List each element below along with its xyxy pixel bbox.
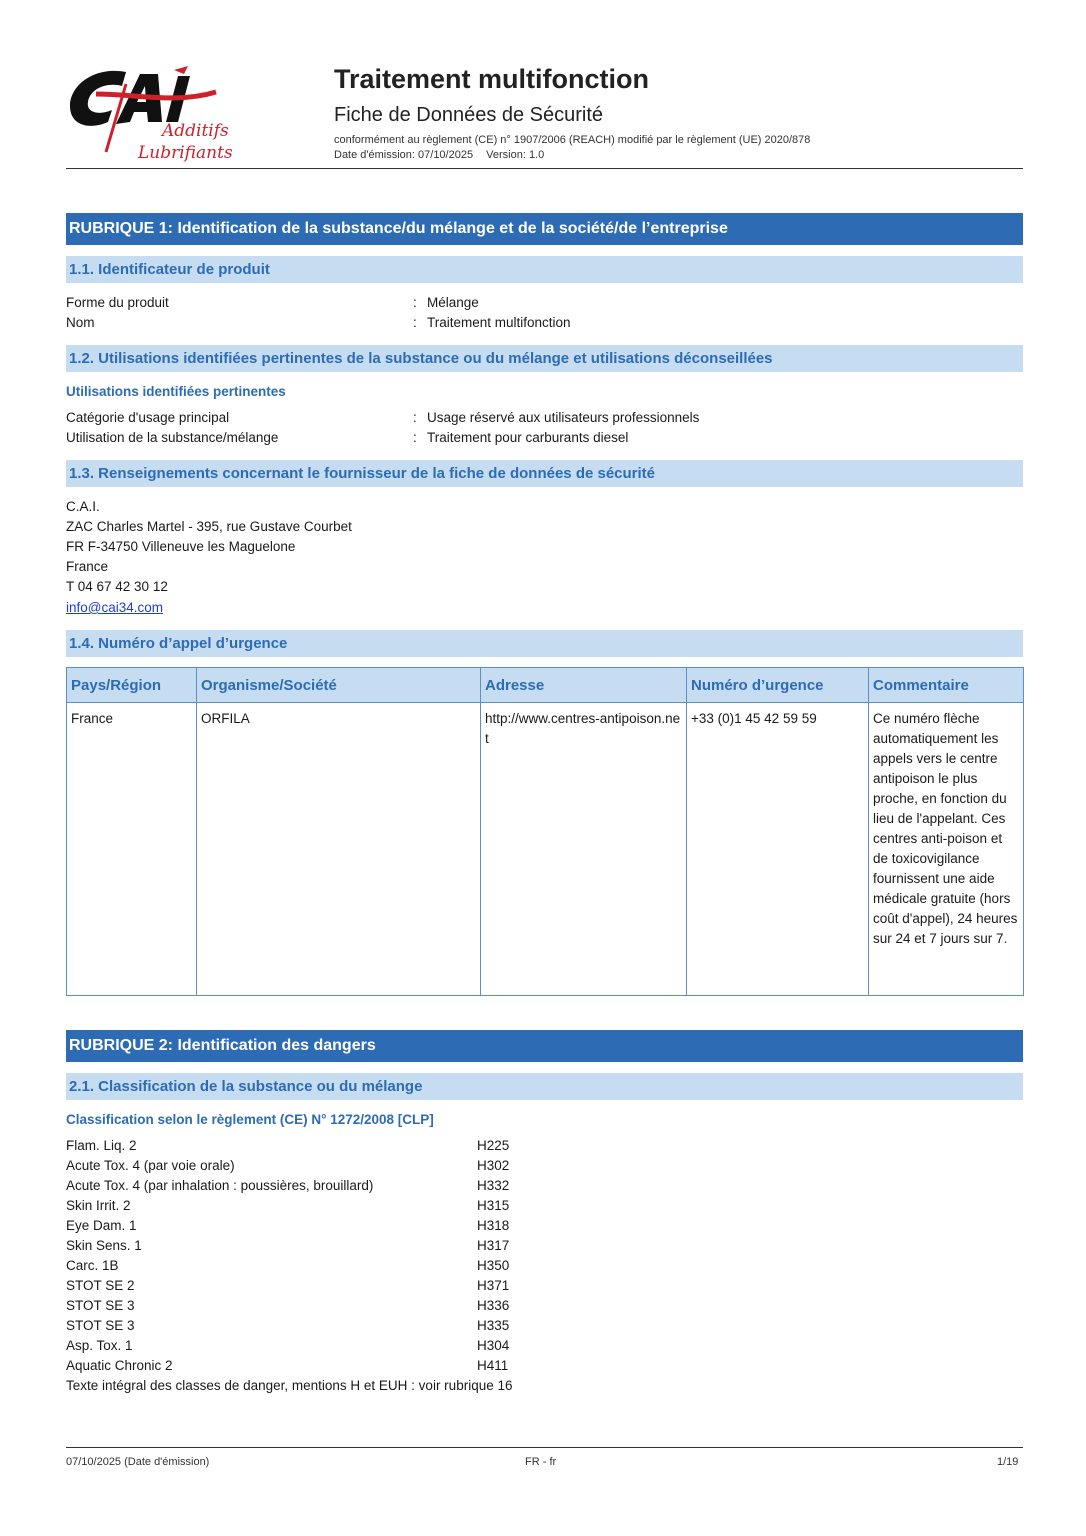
- class-code: H336: [477, 1298, 510, 1313]
- regulation-note: conformément au règlement (CE) n° 1907/2006 (REACH) modifié par le règlement (UE) 2020/878: [334, 134, 811, 146]
- field-label: Catégorie d'usage principal: [66, 410, 230, 425]
- subsection-heading: Classification selon le règlement (CE) N° 1272/2008 [CLP]: [66, 1112, 434, 1127]
- table-header-row: [67, 668, 1024, 703]
- class-code: H318: [477, 1218, 510, 1233]
- issue-date: Date d'émission: 07/10/2025: [334, 149, 474, 161]
- colon: :: [413, 430, 417, 445]
- supplier-line: FR F-34750 Villeneuve les Maguelone: [66, 539, 296, 554]
- subsection-heading: Utilisations identifiées pertinentes: [66, 384, 286, 399]
- field-value: Traitement pour carburants diesel: [427, 430, 629, 445]
- cell-comment: Ce numéro flèche automatiquement les appels vers le centre antipoison le plus proche, en fonction du lieu de l'appelant. Ces centres anti-poison et de toxicovigilance fournissent une aide médicale gratuite (hors coût d'appel), 24 heures sur 24 et 7 jours sur 7.: [869, 703, 1024, 996]
- class-name: Eye Dam. 1: [66, 1218, 137, 1233]
- class-code: H302: [477, 1158, 510, 1173]
- class-code: H332: [477, 1178, 510, 1193]
- class-name: Flam. Liq. 2: [66, 1138, 137, 1153]
- rubrique-1-header: RUBRIQUE 1: Identification de la substance/du mélange et de la société/de l’entreprise: [66, 213, 1023, 245]
- section-1-1-header: 1.1. Identificateur de produit: [66, 256, 1023, 283]
- column-header: Commentaire: [869, 668, 1024, 703]
- footer-language: FR - fr: [525, 1456, 557, 1468]
- field-label: Forme du produit: [66, 295, 169, 310]
- class-code: H350: [477, 1258, 510, 1273]
- colon: :: [413, 295, 417, 310]
- cell-country: France: [67, 703, 197, 996]
- footer-page-number: 1/19: [997, 1456, 1019, 1468]
- cell-address: http://www.centres-antipoison.net: [481, 703, 687, 996]
- class-name: Asp. Tox. 1: [66, 1338, 133, 1353]
- footer-date: 07/10/2025 (Date d'émission): [66, 1456, 210, 1468]
- field-label: Utilisation de la substance/mélange: [66, 430, 279, 445]
- class-name: Aquatic Chronic 2: [66, 1358, 173, 1373]
- company-logo: [66, 64, 246, 164]
- section-1-2-header: 1.2. Utilisations identifiées pertinentes de la substance ou du mélange et utilisations déconseillées: [66, 345, 1023, 372]
- colon: :: [413, 410, 417, 425]
- class-name: Skin Irrit. 2: [66, 1198, 131, 1213]
- class-name: STOT SE 3: [66, 1318, 135, 1333]
- class-name: STOT SE 2: [66, 1278, 135, 1293]
- classification-note: Texte intégral des classes de danger, mentions H et EUH : voir rubrique 16: [66, 1378, 513, 1393]
- footer-divider: [66, 1447, 1023, 1448]
- logo-sub1: Additifs: [162, 121, 229, 141]
- logo-sub2: Lubrifiants: [138, 143, 233, 163]
- class-code: H335: [477, 1318, 510, 1333]
- class-name: Acute Tox. 4 (par voie orale): [66, 1158, 235, 1173]
- column-header: Organisme/Société: [197, 668, 481, 703]
- field-value: Usage réservé aux utilisateurs professionnels: [427, 410, 700, 425]
- issue-info: [334, 149, 554, 161]
- column-header: Pays/Région: [67, 668, 197, 703]
- field-value: Mélange: [427, 295, 479, 310]
- version: Version: 1.0: [486, 149, 545, 161]
- document-subtitle: Fiche de Données de Sécurité: [334, 104, 604, 126]
- table-row: [67, 703, 1024, 996]
- section-2-1-header: 2.1. Classification de la substance ou du mélange: [66, 1073, 1023, 1100]
- supplier-line: C.A.I.: [66, 499, 100, 514]
- supplier-line: ZAC Charles Martel - 395, rue Gustave Courbet: [66, 519, 352, 534]
- class-code: H371: [477, 1278, 510, 1293]
- class-code: H411: [477, 1358, 509, 1373]
- cell-org: ORFILA: [197, 703, 481, 996]
- column-header: Adresse: [481, 668, 687, 703]
- column-header: Numéro d’urgence: [687, 668, 869, 703]
- supplier-email-link[interactable]: info@cai34.com: [66, 600, 163, 615]
- class-code: H304: [477, 1338, 510, 1353]
- section-1-3-header: 1.3. Renseignements concernant le fournisseur de la fiche de données de sécurité: [66, 460, 1023, 487]
- class-name: Carc. 1B: [66, 1258, 119, 1273]
- class-name: STOT SE 3: [66, 1298, 135, 1313]
- colon: :: [413, 315, 417, 330]
- class-name: Skin Sens. 1: [66, 1238, 142, 1253]
- field-value: Traitement multifonction: [427, 315, 571, 330]
- header-divider: [66, 168, 1023, 169]
- section-1-4-header: 1.4. Numéro d’appel d’urgence: [66, 630, 1023, 657]
- field-label: Nom: [66, 315, 95, 330]
- supplier-line: France: [66, 559, 109, 574]
- class-code: H225: [477, 1138, 510, 1153]
- class-code: H315: [477, 1198, 510, 1213]
- cell-phone: +33 (0)1 45 42 59 59: [687, 703, 869, 996]
- document-title: Traitement multifonction: [334, 64, 650, 94]
- rubrique-2-header: RUBRIQUE 2: Identification des dangers: [66, 1030, 1023, 1062]
- class-code: H317: [477, 1238, 510, 1253]
- emergency-table: [66, 667, 1024, 996]
- supplier-line: T 04 67 42 30 12: [66, 579, 168, 594]
- class-name: Acute Tox. 4 (par inhalation : poussières, brouillard): [66, 1178, 374, 1193]
